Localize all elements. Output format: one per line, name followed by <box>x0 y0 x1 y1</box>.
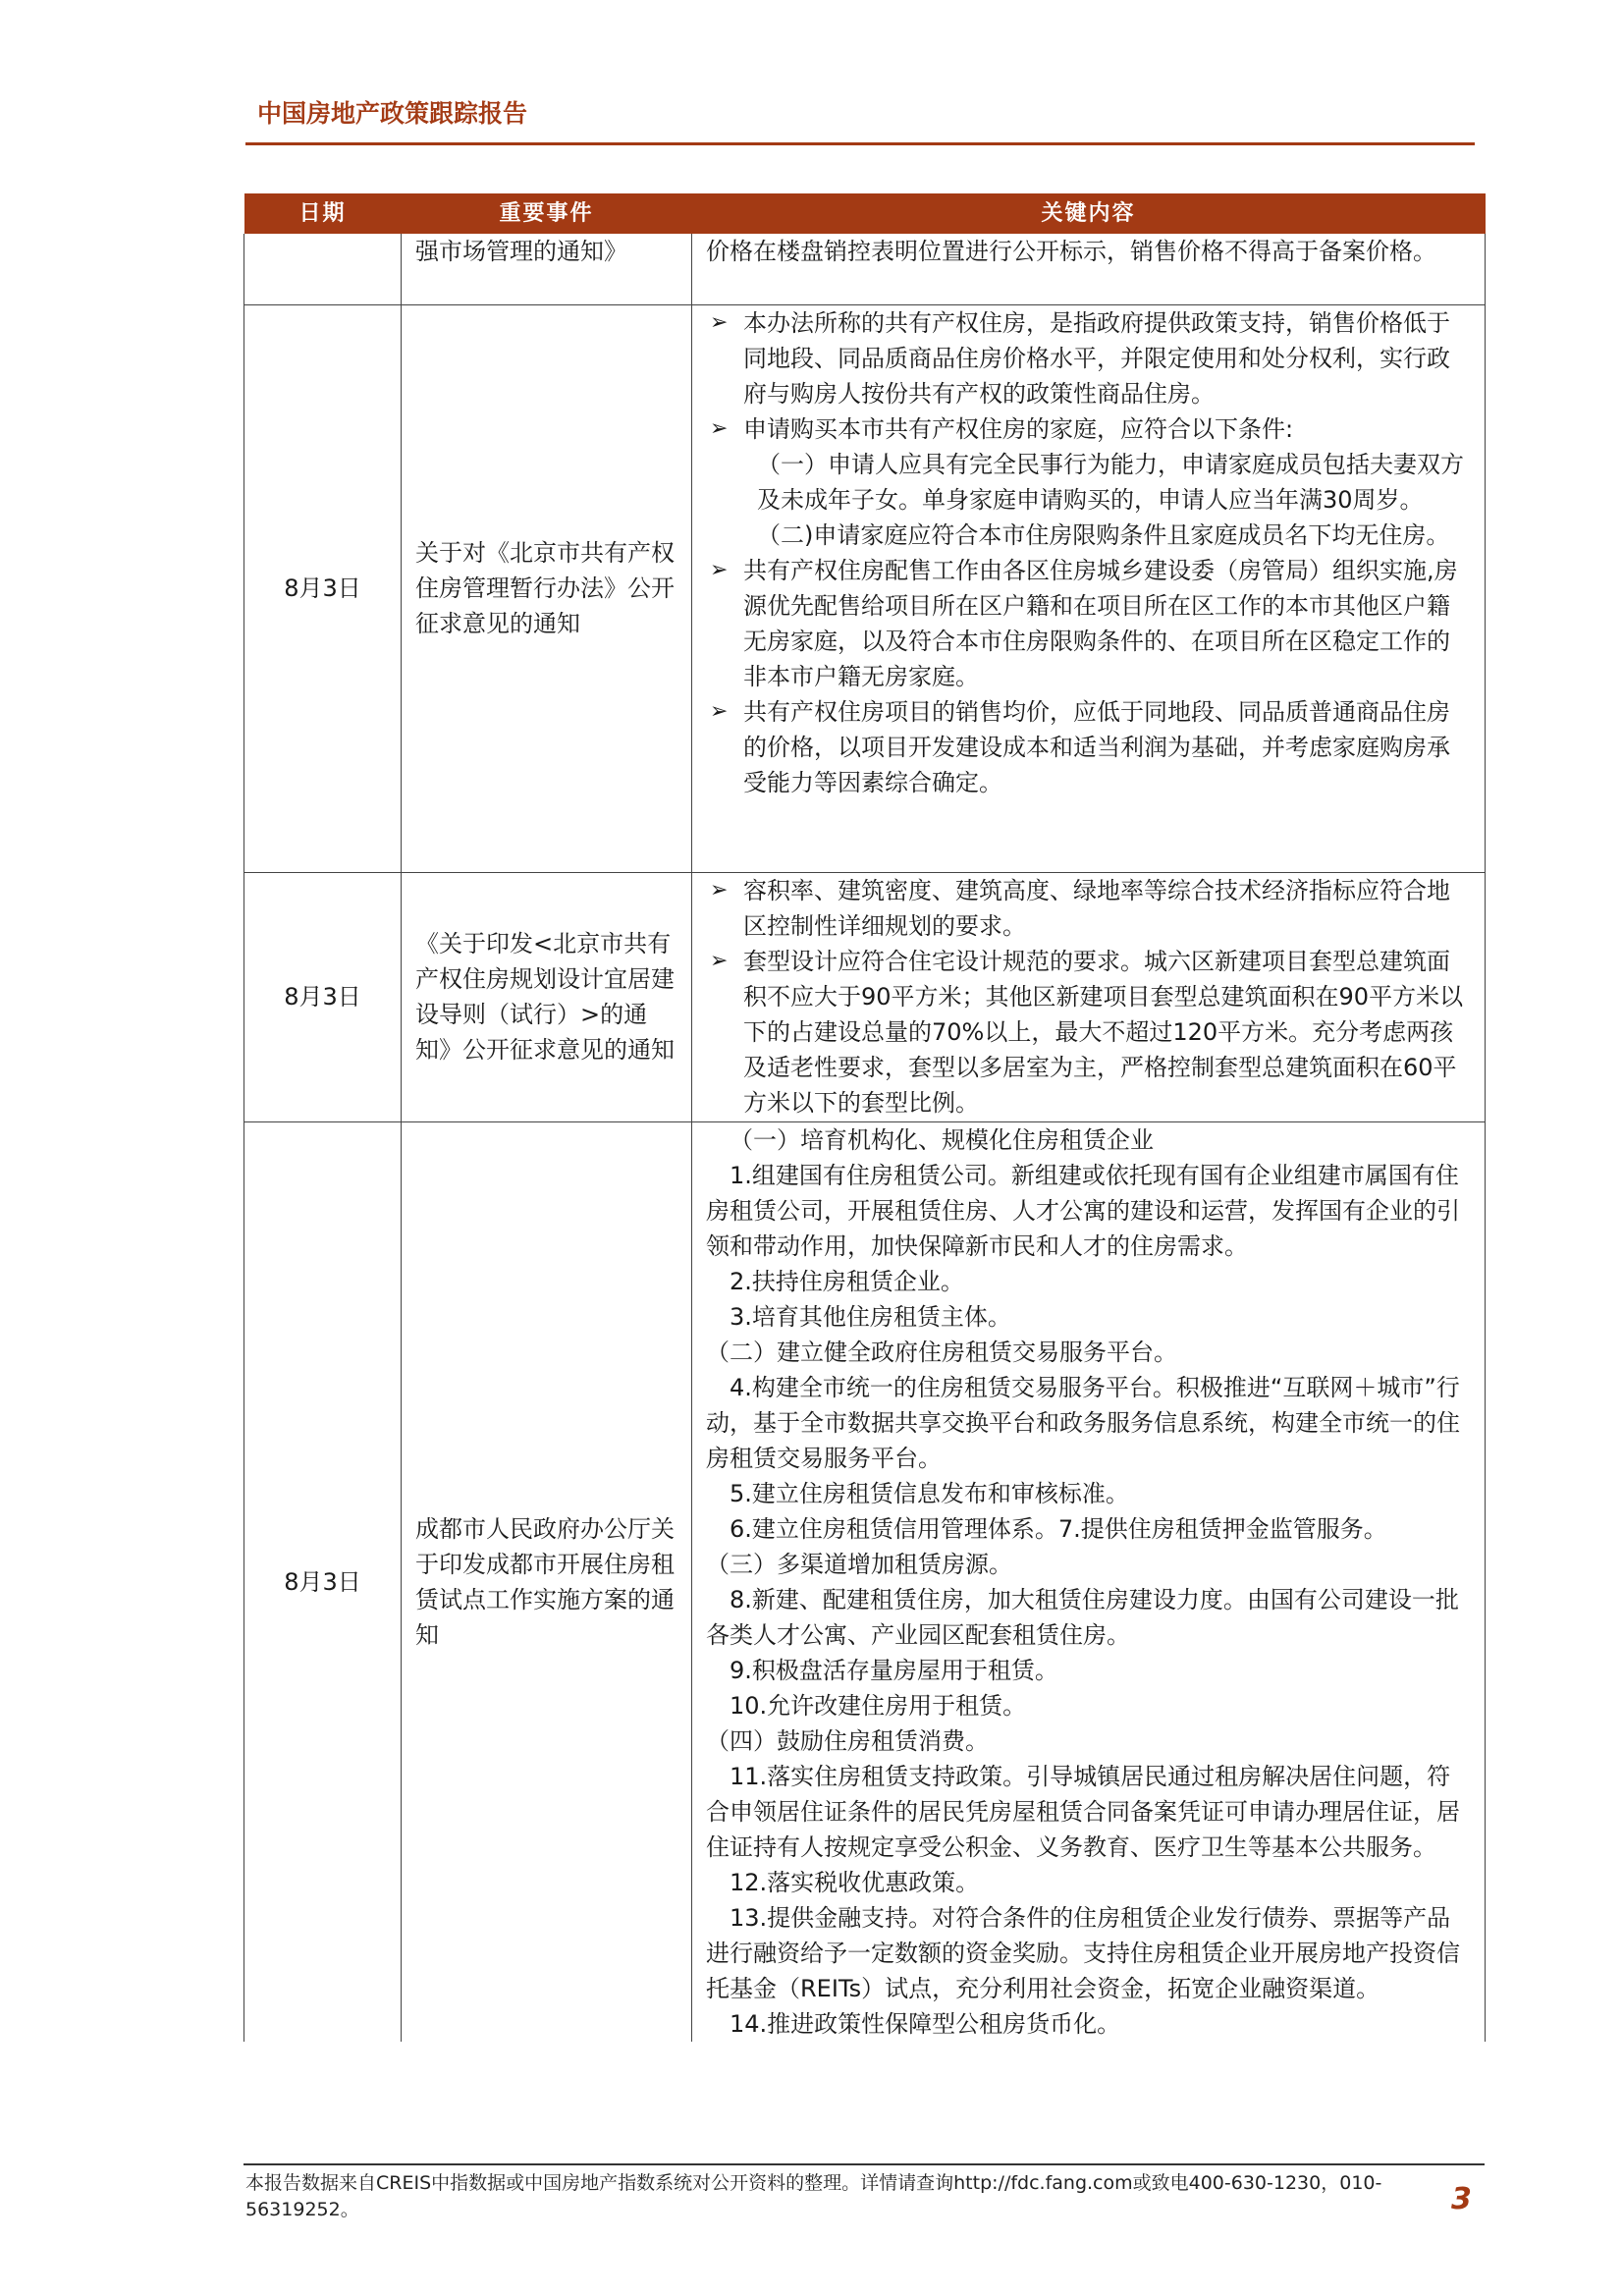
table-row <box>244 304 1486 872</box>
list-item: 12.落实税收优惠政策。 <box>730 1868 980 1896</box>
bullet-item: ➢ 本办法所称的共有产权住房，是指政府提供政策支持，销售价格低于同地段、同品质商品住房价格水平，并限定使用和处分权利，实行政府与购房人按份共有产权的政策性商品住房。 <box>706 305 1471 411</box>
table-row <box>244 1121 1486 2042</box>
list-item: 6.建立住房租赁信用管理体系。7.提供住房租赁押金监管服务。 <box>730 1514 1387 1543</box>
header-content: 关键内容 <box>692 193 1486 234</box>
table-row <box>244 872 1486 1121</box>
content-cell: 价格在楼盘销控表明位置进行公开标示，销售价格不得高于备案价格。 <box>692 234 1486 304</box>
page-number: 3 <box>1451 2182 1472 2216</box>
bullet-item <box>706 411 1471 447</box>
section-heading: （一）培育机构化、规模化住房租赁企业 <box>730 1125 1154 1154</box>
content-cell <box>692 1121 1486 2042</box>
date-cell <box>244 234 402 304</box>
bullet-item: ➢ 套型设计应符合住宅设计规范的要求。城六区新建项目套型总建筑面积不应大于90平方米；其他区新建项目套型总建筑面积在90平方米以下的占建设总量的70%以上，最大不超过120平方米。充分考虑两孩及适老性要求，套型以多居室为主，严格控制套型总建筑面积在60平方米以下的套型比例。 <box>706 944 1471 1121</box>
date-cell: 8月3日 <box>244 872 402 1121</box>
list-item: 10.允许改建住房用于租赁。 <box>730 1691 1027 1720</box>
list-item: 11.落实住房租赁支持政策。引导城镇居民通过租房解决居住问题，符合申领居住证条件的居民凭房屋租赁合同备案凭证可申请办理居住证，居住证持有人按规定享受公积金、义务教育、医疗卫生等基本公共服务。 <box>706 1762 1460 1861</box>
date-cell: 8月3日 <box>244 1121 402 2042</box>
bullet-item: ➢ 共有产权住房配售工作由各区住房城乡建设委（房管局）组织实施,房源优先配售给项目所在区户籍和在项目所在区工作的本市其他区户籍无房家庭，以及符合本市住房限购条件的、在项目所在区稳定工作的非本市户籍无房家庭。 <box>706 553 1471 694</box>
table-header-row <box>244 193 1486 234</box>
header-date: 日期 <box>244 193 402 234</box>
list-item: 5.建立住房租赁信息发布和审核标准。 <box>730 1479 1129 1507</box>
footer-note: 本报告数据来自CREIS中指数据或中国房地产指数系统对公开资料的整理。详情请查询http://fdc.fang.com或致电400-630-1230，010-56319252。 <box>245 2172 1382 2220</box>
sub-item: （一）申请人应具有完全民事行为能力，申请家庭成员包括夫妻双方及未成年子女。单身家庭申请购买的，申请人应当年满30周岁。 <box>757 450 1464 514</box>
sub-item: （二)申请家庭应符合本市住房限购条件且家庭成员名下均无住房。 <box>757 520 1450 549</box>
date-cell: 8月3日 <box>244 304 402 872</box>
list-item: 4.构建全市统一的住房租赁交易服务平台。积极推进“互联网＋城市”行动，基于全市数据共享交换平台和政务服务信息系统，构建全市统一的住房租赁交易服务平台。 <box>706 1373 1460 1472</box>
section-heading: （三）多渠道增加租赁房源。 <box>706 1550 1012 1578</box>
section-heading: （四）鼓励住房租赁消费。 <box>706 1726 989 1755</box>
header-event: 重要事件 <box>402 193 692 234</box>
list-item: 8.新建、配建租赁住房，加大租赁住房建设力度。由国有公司建设一批各类人才公寓、产业园区配套租赁住房。 <box>706 1585 1459 1649</box>
section-heading: （二）建立健全政府住房租赁交易服务平台。 <box>706 1338 1177 1366</box>
header-divider <box>245 142 1475 145</box>
bullet-text: ➢ 申请购买本市共有产权住房的家庭，应符合以下条件: <box>743 414 1294 443</box>
list-item: 1.组建国有住房租赁公司。新组建或依托现有国有企业组建市属国有住房租赁公司，开展租赁住房、人才公寓的建设和运营，发挥国有企业的引领和带动作用，加快保障新市民和人才的住房需求。 <box>706 1161 1460 1260</box>
list-item: 3.培育其他住房租赁主体。 <box>730 1302 1011 1331</box>
bullet-item: ➢ 容积率、建筑密度、建筑高度、绿地率等综合技术经济指标应符合地区控制性详细规划的要求。 <box>706 873 1471 944</box>
bullet-item: ➢ 共有产权住房项目的销售均价，应低于同地段、同品质普通商品住房的价格，以项目开发建设成本和适当利润为基础，并考虑家庭购房承受能力等因素综合确定。 <box>706 694 1471 800</box>
list-item: 9.积极盘活存量房屋用于租赁。 <box>730 1656 1058 1684</box>
list-item: 2.扶持住房租赁企业。 <box>730 1267 964 1295</box>
event-cell: 强市场管理的通知》 <box>402 234 692 304</box>
event-cell: 《关于印发<北京市共有产权住房规划设计宜居建设导则（试行）>的通知》公开征求意见的通知 <box>402 872 692 1121</box>
event-cell: 关于对《北京市共有产权住房管理暂行办法》公开征求意见的通知 <box>402 304 692 872</box>
list-item: 13.提供金融支持。对符合条件的住房租赁企业发行债券、票据等产品进行融资给予一定数额的资金奖励。支持住房租赁企业开展房地产投资信托基金（REITs）试点，充分利用社会资金，拓宽企业融资渠道。 <box>706 1903 1460 2002</box>
list-item: 14.推进政策性保障型公租房货币化。 <box>730 2009 1121 2038</box>
content-cell <box>692 304 1486 872</box>
event-cell: 成都市人民政府办公厅关于印发成都市开展住房租赁试点工作实施方案的通知 <box>402 1121 692 2042</box>
table-row <box>244 234 1486 304</box>
content-cell <box>692 872 1486 1121</box>
report-title: 中国房地产政策跟踪报告 <box>257 99 528 128</box>
footer-divider <box>243 2163 1485 2165</box>
policy-table <box>243 193 1486 2042</box>
